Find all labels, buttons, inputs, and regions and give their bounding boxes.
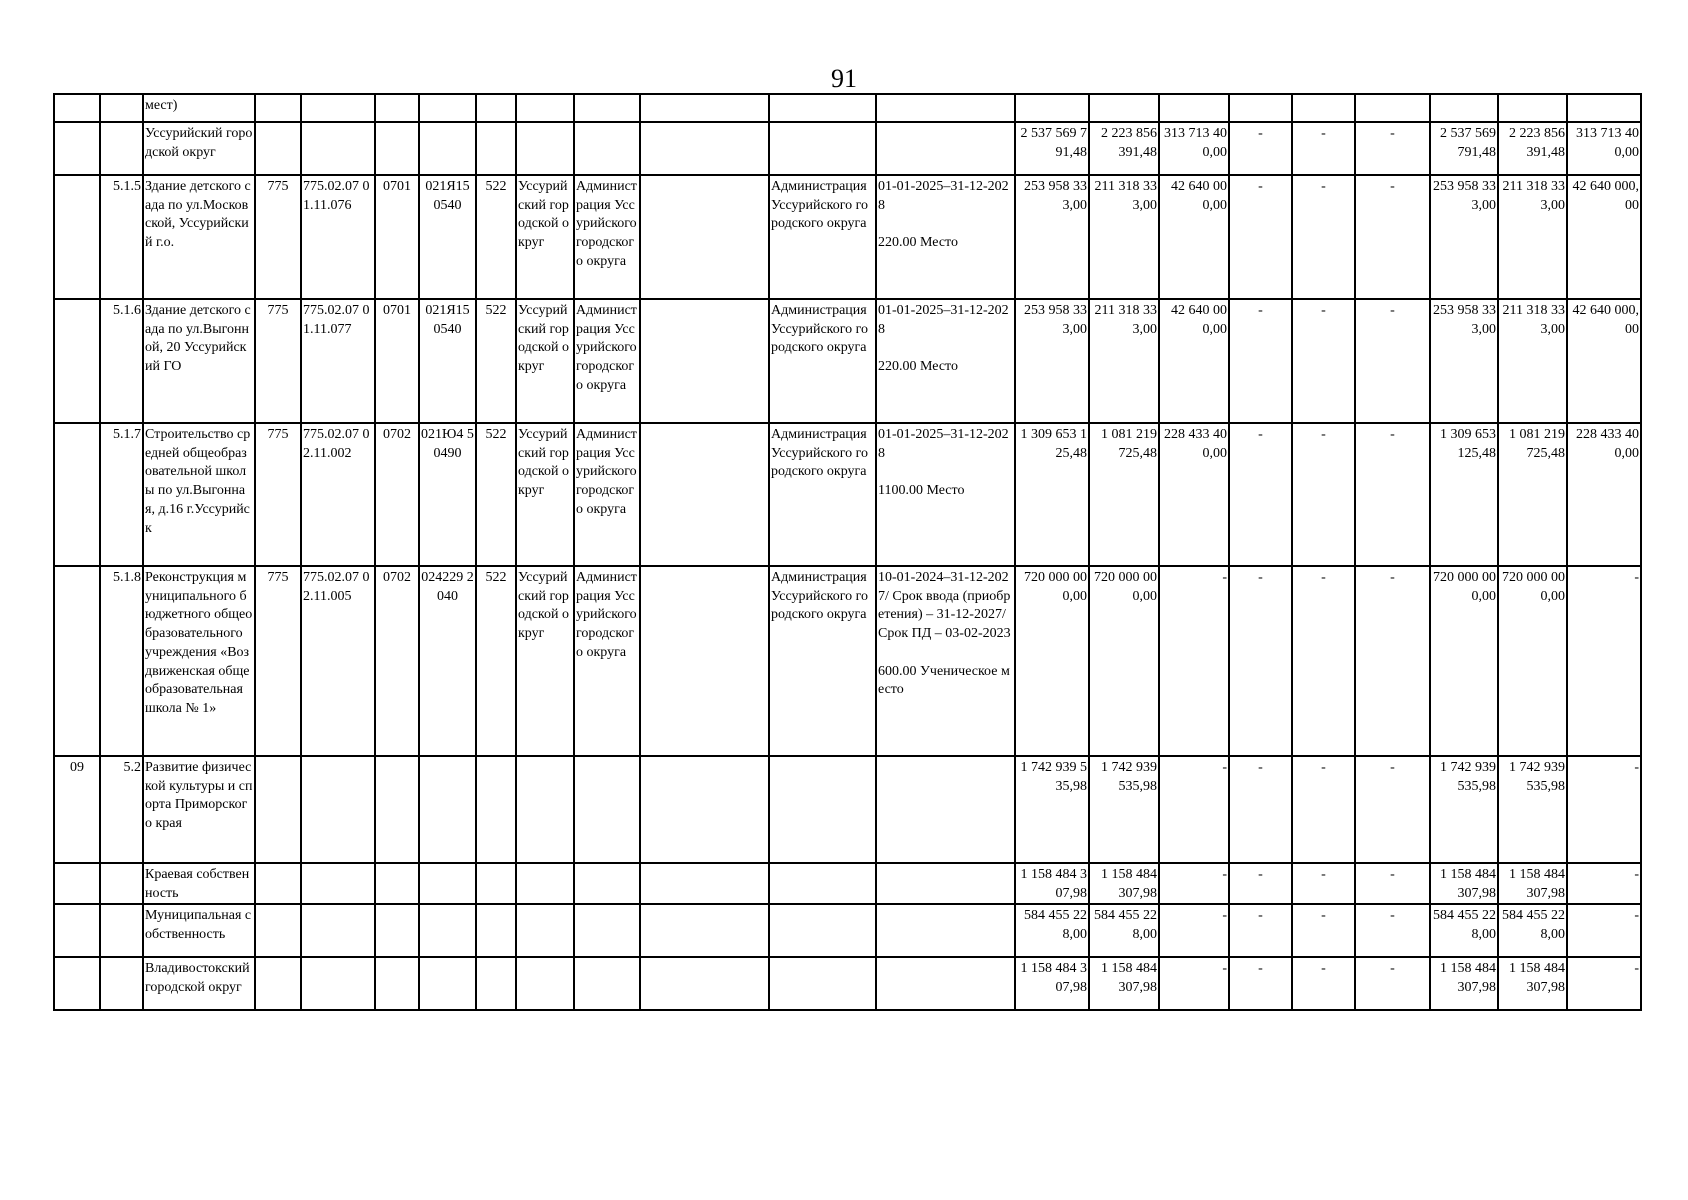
table-cell: 720 000 000,00: [1015, 566, 1089, 756]
table-cell: [769, 904, 876, 957]
table-cell: [574, 94, 640, 122]
table-cell: [1430, 94, 1498, 122]
table-cell: [476, 94, 516, 122]
table-cell: -: [1229, 904, 1292, 957]
table-cell: [419, 122, 476, 175]
table-cell: 1 081 219 725,48: [1498, 423, 1567, 566]
table-row: [54, 863, 1641, 904]
budget-table: [53, 93, 1642, 1011]
table-cell: [574, 756, 640, 863]
table-cell: [100, 122, 143, 175]
table-cell: 1 158 484 307,98: [1498, 863, 1567, 904]
table-cell: Администрация Уссурийского городского округа: [574, 175, 640, 299]
table-cell: [876, 957, 1015, 1010]
table-cell: 2 223 856 391,48: [1498, 122, 1567, 175]
table-cell: 42 640 000,00: [1159, 175, 1229, 299]
table-cell: [1229, 94, 1292, 122]
table-cell: [1015, 94, 1089, 122]
table-cell: -: [1292, 566, 1355, 756]
table-cell: 42 640 000,00: [1159, 299, 1229, 423]
table-cell: 313 713 400,00: [1567, 122, 1641, 175]
table-cell: -: [1292, 904, 1355, 957]
table-cell: [769, 957, 876, 1010]
table-cell: 021Я15 0540: [419, 175, 476, 299]
table-cell: Администрация Уссурийского городского округа: [574, 566, 640, 756]
table-cell: [301, 122, 375, 175]
table-cell: 1 309 653 125,48: [1015, 423, 1089, 566]
table-cell: [301, 756, 375, 863]
table-cell: 5.1.8: [100, 566, 143, 756]
table-cell: 2 537 569 791,48: [1015, 122, 1089, 175]
table-cell: [255, 122, 301, 175]
table-cell: [301, 904, 375, 957]
table-cell: [375, 122, 419, 175]
table-cell: -: [1292, 423, 1355, 566]
table-cell: [1292, 94, 1355, 122]
table-cell: -: [1292, 756, 1355, 863]
table-cell: 211 318 333,00: [1498, 299, 1567, 423]
table-cell: -: [1292, 299, 1355, 423]
table-cell: -: [1355, 957, 1430, 1010]
table-cell: [54, 566, 100, 756]
table-cell: [876, 122, 1015, 175]
table-cell: 720 000 000,00: [1430, 566, 1498, 756]
table-cell: -: [1229, 423, 1292, 566]
table-cell: 1 158 484 307,98: [1430, 863, 1498, 904]
table-cell: 775: [255, 175, 301, 299]
table-cell: Администрация Уссурийского городского округа: [769, 566, 876, 756]
table-cell: мест): [143, 94, 255, 122]
table-cell: [54, 957, 100, 1010]
table-cell: -: [1229, 175, 1292, 299]
table-cell: -: [1159, 863, 1229, 904]
table-cell: 584 455 228,00: [1498, 904, 1567, 957]
table-cell: [640, 863, 769, 904]
table-cell: 211 318 333,00: [1089, 175, 1159, 299]
table-cell: Реконструкция муниципального бюджетного общеобразовательного учреждения «Воздвиженская общеобразовательная школа № 1»: [143, 566, 255, 756]
table-cell: 211 318 333,00: [1089, 299, 1159, 423]
table-cell: 01-01-2025–31-12-2028 220.00 Место: [876, 299, 1015, 423]
table-cell: -: [1229, 863, 1292, 904]
table-cell: 10-01-2024–31-12-2027/ Срок ввода (приобретения) – 31-12-2027/ Срок ПД – 03-02-2023 600.00 Ученическое место: [876, 566, 1015, 756]
table-cell: [640, 175, 769, 299]
table-cell: -: [1567, 904, 1641, 957]
table-cell: -: [1229, 957, 1292, 1010]
table-cell: [255, 94, 301, 122]
table-cell: 584 455 228,00: [1015, 904, 1089, 957]
table-cell: 584 455 228,00: [1430, 904, 1498, 957]
table-row: [54, 94, 1641, 122]
table-cell: 1 081 219 725,48: [1089, 423, 1159, 566]
table-cell: [574, 957, 640, 1010]
table-row: [54, 756, 1641, 863]
table-cell: 228 433 400,00: [1159, 423, 1229, 566]
table-row: [54, 566, 1641, 756]
table-cell: [54, 863, 100, 904]
table-cell: -: [1355, 566, 1430, 756]
table-cell: [769, 756, 876, 863]
table-cell: 42 640 000,00: [1567, 175, 1641, 299]
table-cell: 42 640 000,00: [1567, 299, 1641, 423]
table-cell: [375, 756, 419, 863]
table-cell: -: [1292, 957, 1355, 1010]
table-cell: Здание детского сада по ул.Выгонной, 20 Уссурийский ГО: [143, 299, 255, 423]
table-cell: [574, 863, 640, 904]
table-cell: Развитие физической культуры и спорта Приморского края: [143, 756, 255, 863]
table-cell: [419, 957, 476, 1010]
table-cell: Уссурийский городской округ: [516, 175, 574, 299]
table-cell: [1567, 94, 1641, 122]
table-cell: 775: [255, 566, 301, 756]
table-cell: 5.2: [100, 756, 143, 863]
table-cell: [100, 904, 143, 957]
table-cell: [640, 566, 769, 756]
table-cell: -: [1292, 122, 1355, 175]
table-cell: 2 223 856 391,48: [1089, 122, 1159, 175]
table-cell: 253 958 333,00: [1015, 175, 1089, 299]
table-cell: 09: [54, 756, 100, 863]
table-cell: -: [1159, 904, 1229, 957]
table-cell: [769, 122, 876, 175]
table-cell: -: [1229, 566, 1292, 756]
table-cell: 775: [255, 423, 301, 566]
table-cell: Владивостокский городской округ: [143, 957, 255, 1010]
table-cell: [574, 122, 640, 175]
table-body: [54, 94, 1641, 1010]
table-cell: -: [1229, 122, 1292, 175]
table-row: [54, 423, 1641, 566]
table-cell: [54, 423, 100, 566]
table-cell: 211 318 333,00: [1498, 175, 1567, 299]
table-cell: -: [1355, 423, 1430, 566]
table-cell: -: [1292, 175, 1355, 299]
table-cell: -: [1567, 863, 1641, 904]
table-cell: [640, 423, 769, 566]
table-cell: [640, 94, 769, 122]
table-cell: [419, 863, 476, 904]
table-cell: 1 158 484 307,98: [1015, 957, 1089, 1010]
table-cell: 253 958 333,00: [1430, 299, 1498, 423]
table-cell: [476, 122, 516, 175]
table-cell: [375, 957, 419, 1010]
table-cell: Администрация Уссурийского городского округа: [769, 175, 876, 299]
table-cell: -: [1355, 904, 1430, 957]
table-cell: 584 455 228,00: [1089, 904, 1159, 957]
table-cell: [375, 94, 419, 122]
table-cell: -: [1159, 566, 1229, 756]
table-cell: Краевая собственность: [143, 863, 255, 904]
table-cell: 253 958 333,00: [1015, 299, 1089, 423]
table-cell: [1498, 94, 1567, 122]
table-cell: [54, 175, 100, 299]
table-cell: Строительство средней общеобразовательной школы по ул.Выгонная, д.16 г.Уссурийск: [143, 423, 255, 566]
table-cell: [54, 94, 100, 122]
table-cell: [54, 299, 100, 423]
table-cell: 01-01-2025–31-12-2028 1100.00 Место: [876, 423, 1015, 566]
table-cell: 2 537 569 791,48: [1430, 122, 1498, 175]
table-cell: [419, 756, 476, 863]
table-cell: 775.02.07 01.11.076: [301, 175, 375, 299]
table-cell: [419, 94, 476, 122]
table-cell: [476, 756, 516, 863]
table-cell: Уссурийский городской округ: [516, 299, 574, 423]
table-cell: [301, 957, 375, 1010]
table-cell: [1089, 94, 1159, 122]
table-row: [54, 904, 1641, 957]
table-cell: Администрация Уссурийского городского округа: [574, 423, 640, 566]
table-cell: [876, 863, 1015, 904]
table-cell: 1 158 484 307,98: [1089, 863, 1159, 904]
table-cell: [1159, 94, 1229, 122]
table-cell: [640, 122, 769, 175]
table-cell: [640, 904, 769, 957]
table-cell: 775: [255, 299, 301, 423]
table-cell: [516, 863, 574, 904]
table-cell: 522: [476, 566, 516, 756]
table-cell: -: [1292, 863, 1355, 904]
table-cell: Администрация Уссурийского городского округа: [769, 423, 876, 566]
table-cell: Здание детского сада по ул.Московской, Уссурийский г.о.: [143, 175, 255, 299]
table-cell: Уссурийский городской округ: [516, 566, 574, 756]
table-cell: [54, 904, 100, 957]
table-cell: 775.02.07 02.11.005: [301, 566, 375, 756]
table-row: [54, 299, 1641, 423]
table-cell: [876, 756, 1015, 863]
table-cell: 0702: [375, 423, 419, 566]
table-cell: Уссурийский городской округ: [143, 122, 255, 175]
table-cell: [574, 904, 640, 957]
table-cell: [255, 756, 301, 863]
table-cell: -: [1355, 299, 1430, 423]
table-cell: -: [1567, 756, 1641, 863]
table-cell: 1 158 484 307,98: [1430, 957, 1498, 1010]
table-row: [54, 175, 1641, 299]
table-cell: [640, 299, 769, 423]
table-cell: [100, 94, 143, 122]
table-cell: 0702: [375, 566, 419, 756]
page-number: 91: [831, 64, 857, 93]
table-row: [54, 122, 1641, 175]
table-cell: -: [1567, 957, 1641, 1010]
table-cell: [516, 904, 574, 957]
table-cell: 1 742 939 535,98: [1430, 756, 1498, 863]
table-cell: 1 158 484 307,98: [1498, 957, 1567, 1010]
table-cell: Администрация Уссурийского городского округа: [769, 299, 876, 423]
table-cell: [476, 904, 516, 957]
table-cell: 1 309 653 125,48: [1430, 423, 1498, 566]
table-cell: 1 158 484 307,98: [1015, 863, 1089, 904]
table-cell: 522: [476, 423, 516, 566]
table-cell: [876, 94, 1015, 122]
table-cell: [100, 863, 143, 904]
table-cell: [769, 863, 876, 904]
table-cell: [516, 756, 574, 863]
table-cell: [476, 863, 516, 904]
table-cell: 522: [476, 175, 516, 299]
table-cell: 720 000 000,00: [1089, 566, 1159, 756]
table-cell: [516, 122, 574, 175]
table-cell: Администрация Уссурийского городского округа: [574, 299, 640, 423]
table-cell: 01-01-2025–31-12-2028 220.00 Место: [876, 175, 1015, 299]
table-cell: [54, 122, 100, 175]
table-cell: -: [1355, 122, 1430, 175]
table-cell: [375, 904, 419, 957]
table-cell: -: [1229, 756, 1292, 863]
table-cell: 775.02.07 01.11.077: [301, 299, 375, 423]
table-cell: Муниципальная собственность: [143, 904, 255, 957]
table-cell: 522: [476, 299, 516, 423]
table-cell: 720 000 000,00: [1498, 566, 1567, 756]
table-cell: 1 158 484 307,98: [1089, 957, 1159, 1010]
table-cell: [375, 863, 419, 904]
table-cell: 1 742 939 535,98: [1089, 756, 1159, 863]
table-cell: -: [1355, 175, 1430, 299]
table-cell: [640, 957, 769, 1010]
table-cell: [255, 904, 301, 957]
table-cell: [516, 957, 574, 1010]
table-cell: [476, 957, 516, 1010]
table-cell: Уссурийский городской округ: [516, 423, 574, 566]
table-cell: [876, 904, 1015, 957]
table-cell: 0701: [375, 175, 419, 299]
table-cell: 024229 2040: [419, 566, 476, 756]
table-cell: -: [1567, 566, 1641, 756]
table-cell: 253 958 333,00: [1430, 175, 1498, 299]
table-cell: 1 742 939 535,98: [1498, 756, 1567, 863]
table-cell: -: [1355, 863, 1430, 904]
table-cell: 5.1.6: [100, 299, 143, 423]
table-row: [54, 957, 1641, 1010]
table-cell: [301, 94, 375, 122]
table-cell: 5.1.5: [100, 175, 143, 299]
table-cell: 228 433 400,00: [1567, 423, 1641, 566]
table-cell: [769, 94, 876, 122]
table-cell: -: [1159, 756, 1229, 863]
table-cell: -: [1229, 299, 1292, 423]
table-cell: [255, 863, 301, 904]
table-cell: [419, 904, 476, 957]
table-cell: [100, 957, 143, 1010]
table-cell: 1 742 939 535,98: [1015, 756, 1089, 863]
table-cell: [255, 957, 301, 1010]
table-cell: 313 713 400,00: [1159, 122, 1229, 175]
table-cell: -: [1355, 756, 1430, 863]
table-cell: [640, 756, 769, 863]
table-cell: [301, 863, 375, 904]
table-cell: 775.02.07 02.11.002: [301, 423, 375, 566]
table-cell: 5.1.7: [100, 423, 143, 566]
table-cell: [1355, 94, 1430, 122]
table-cell: -: [1159, 957, 1229, 1010]
table-cell: 021Я15 0540: [419, 299, 476, 423]
table-cell: 0701: [375, 299, 419, 423]
table-cell: 021Ю4 50490: [419, 423, 476, 566]
table-cell: [516, 94, 574, 122]
